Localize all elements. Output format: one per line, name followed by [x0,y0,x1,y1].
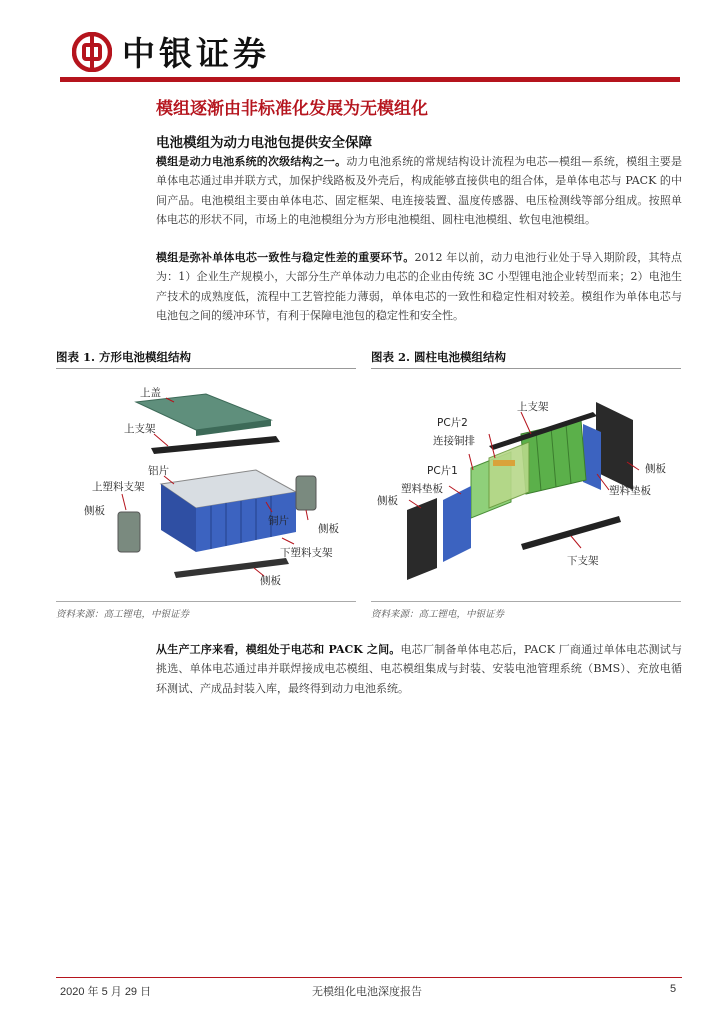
page-number: 5 [670,983,677,995]
figure-1-square-module-diagram [56,372,356,600]
leader-line [282,538,294,544]
figure-1-title: 图表 1. 方形电池模组结构 [56,350,192,364]
label-side-right: 侧板 [645,463,666,475]
label-upper-bracket: 上支架 [124,423,156,435]
figure-2-cylindrical-module-diagram [371,372,681,600]
left-plastic-pad-part [443,486,471,562]
label-side-left: 侧板 [377,495,398,507]
leader-line [122,494,126,510]
label-al-sheet: 铝片 [148,465,169,477]
label-upper-bracket: 上支架 [517,401,549,413]
figure-2-title: 图表 2. 圆柱电池模组结构 [371,350,507,364]
label-copper-busbar: 连接铜排 [433,435,475,447]
copper-busbar-part [493,460,515,466]
leader-line [306,510,308,520]
label-upper-plastic-bracket: 上塑料支架 [92,481,145,493]
label-pc1: PC片1 [427,465,458,477]
leader-line [571,536,581,548]
figure-2-bottom-rule [371,601,681,602]
upper-bracket-part [151,436,280,454]
subheading: 电池模组为动力电池包提供安全保障 [156,135,372,151]
paragraph-2-lead: 模组是弥补单体电芯一致性与稳定性差的重要环节。 [156,251,415,264]
label-lower-bracket: 下支架 [567,555,599,567]
right-side-plate [296,476,316,510]
label-plastic-pad-right: 塑料垫板 [609,485,651,497]
label-plastic-pad-left: 塑料垫板 [401,483,443,495]
section-title: 模组逐渐由非标准化发展为无模组化 [156,99,428,119]
right-side-plate-part [596,402,633,490]
left-side-plate-part [407,498,437,580]
company-logo [72,28,270,75]
figure-1-source: 资料来源：高工锂电，中银证券 [56,609,190,620]
figure-1-bottom-rule [56,601,356,602]
paragraph-3-body: 电芯厂制备单体电芯后，PACK 厂商通过单体电芯测试与挑选、单体电芯通过串并联焊接成电芯模组、电芯模组集成与封装、安装电池管理系统（BMS）、充放电循环测试、产成品封装入库，最终得到动力电池系统。 [156,643,682,695]
header-rule [60,77,680,82]
label-lower-plastic-bracket: 下塑料支架 [280,547,333,559]
leader-line [449,486,461,494]
footer-report-title: 无模组化电池深度报告 [312,986,422,998]
figure-2-source: 资料来源：高工锂电，中银证券 [371,609,505,620]
paragraph-2-body: 2012 年以前，动力电池行业处于导入期阶段，其特点为：1）企业生产规模小，大部分生产单体动力电芯的企业由传统 3C 小型锂电池企业转型而来；2）电池生产技术的成熟度低，流程中工艺管控能力薄弱，单体电芯的一致性和稳定性相对较差。模组作为单体电芯与电池包之间的缓冲环节，有利于保障电池包的稳定性和安全性。 [156,251,683,322]
footer-date: 2020 年 5 月 29 日 [60,986,152,998]
leader-line [409,500,421,508]
paragraph-1-body: 动力电池系统的常规结构设计流程为电芯—模组—系统，模组主要是单体电芯通过串并联方式，加保护线路板及外壳后，构成能够直接供电的组合体，是单体电芯与 PACK 的中间产品。电池模组主要由单体电芯、固定框架、电连接装置、温度传感器、电压检测线等部分组成。按照单体电芯的形状不同，市场上的电池模组分为方形电池模组、圆柱电池模组、软包电池模组。 [156,155,682,226]
figure-2-top-rule [371,368,681,369]
label-pc2: PC片2 [437,417,468,429]
leader-line [521,412,531,434]
label-top-cover: 上盖 [140,387,161,399]
brand-name: 中银证券 [122,34,270,73]
label-side-right: 侧板 [318,523,339,535]
lower-bracket-part [521,516,621,550]
footer-rule [56,977,682,978]
pc-sheet-2-part [489,442,529,508]
label-side-left: 侧板 [84,505,105,517]
figure-1-top-rule [56,368,356,369]
left-side-plate [118,512,140,552]
label-copper-sheet: 铜片 [268,515,289,527]
leader-line [154,434,168,446]
paragraph-3-lead: 从生产工序来看，模组处于电芯和 PACK 之间。 [156,643,401,656]
paragraph-1 [156,152,682,229]
bank-of-china-logo-icon [72,32,112,72]
label-side-bottom: 侧板 [260,575,281,587]
paragraph-3 [156,640,682,698]
paragraph-2 [156,248,682,325]
paragraph-1-lead: 模组是动力电池系统的次级结构之一。 [156,155,347,168]
